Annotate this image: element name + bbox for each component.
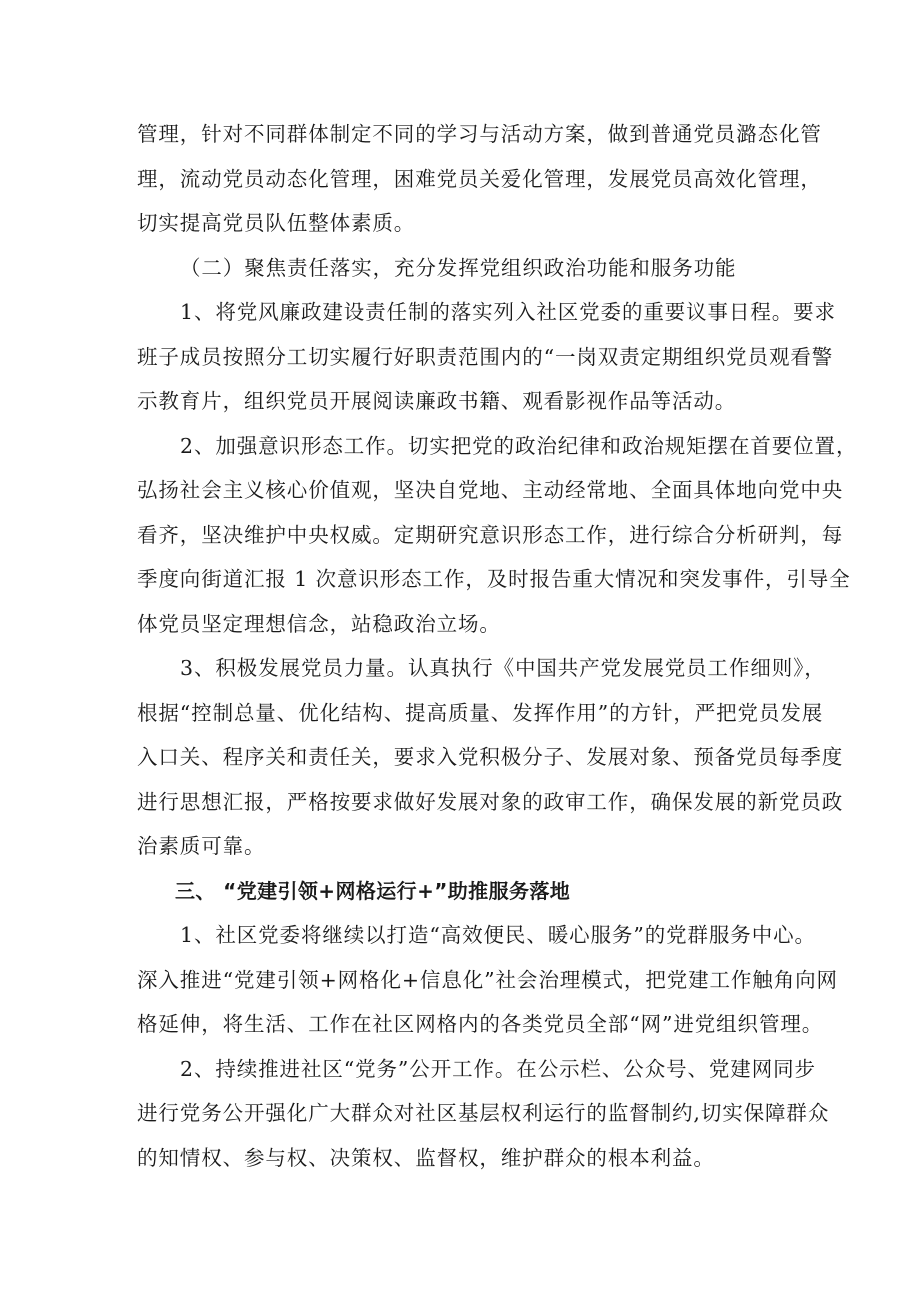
text-line: 2、持续推进社区“党务”公开工作。在公示栏、公众号、党建网同步 xyxy=(180,1057,816,1081)
text-line: 根据“控制总量、优化结构、提高质量、发挥作用”的方针，严把党员发展 xyxy=(137,701,824,725)
text-line: 季度向街道汇报 1 次意识形态工作，及时报告重大情况和突发事件，引导全 xyxy=(137,567,851,591)
text-line: 看齐，坚决维护中央权威。定期研究意识形态工作，进行综合分析研判，每 xyxy=(137,523,844,547)
text-line: 的知情权、参与权、决策权、监督权，维护群众的根本利益。 xyxy=(137,1146,715,1170)
text-line: 格延伸，将生活、工作在社区网格内的各类党员全部“网”进党组织管理。 xyxy=(137,1012,824,1036)
text-line: 进行党务公开强化广大群众对社区基层权利运行的监督制约,切实保障群众 xyxy=(137,1101,830,1125)
text-line: 进行思想汇报，严格按要求做好发展对象的政审工作，确保发展的新党员政 xyxy=(137,790,844,814)
text-line: 深入推进“党建引领+网格化+信息化”社会治理模式，把党建工作触角向网 xyxy=(137,968,838,992)
text-line: 管理，针对不同群体制定不同的学习与活动方案，做到普通党员潞态化管 xyxy=(137,122,822,146)
text-line: 2、加强意识形态工作。切实把党的政治纪律和政治规矩摆在首要位置， xyxy=(180,434,858,458)
text-line: 切实提高党员队伍整体素质。 xyxy=(137,211,416,235)
text-line: 1、社区党委将继续以打造“高效便民、暖心服务”的党群服务中心。 xyxy=(180,923,816,947)
text-line: 1、将党风廉政建设责任制的落实列入社区党委的重要议事日程。要求 xyxy=(180,300,836,324)
text-line: 治素质可靠。 xyxy=(137,834,266,858)
text-line: 理，流动党员动态化管理，困难党员关爱化管理，发展党员高效化管理， xyxy=(137,167,822,191)
text-line: 3、积极发展党员力量。认真执行《中国共产党发展党员工作细则》， xyxy=(180,656,826,680)
section-subheading: （二）聚焦责任落实，充分发挥党组织政治功能和服务功能 xyxy=(180,256,737,280)
text-line: 弘扬社会主义核心价值观，坚决自党地、主动经常地、全面具体地向党中央 xyxy=(137,478,844,502)
text-line: 班子成员按照分工切实履行好职责范围内的“一岗双责定期组织党员观看警 xyxy=(137,345,834,369)
text-line: 体党员坚定理想信念，站稳政治立场。 xyxy=(137,612,501,636)
text-line: 示教育片，组织党员开展阅读廉政书籍、观看影视作品等活动。 xyxy=(137,389,737,413)
section-heading: 三、 “党建引领+网格运行+”助推服务落地 xyxy=(175,879,571,903)
text-line: 入口关、程序关和责任关，要求入党积极分子、发展对象、预备党员每季度 xyxy=(137,745,844,769)
